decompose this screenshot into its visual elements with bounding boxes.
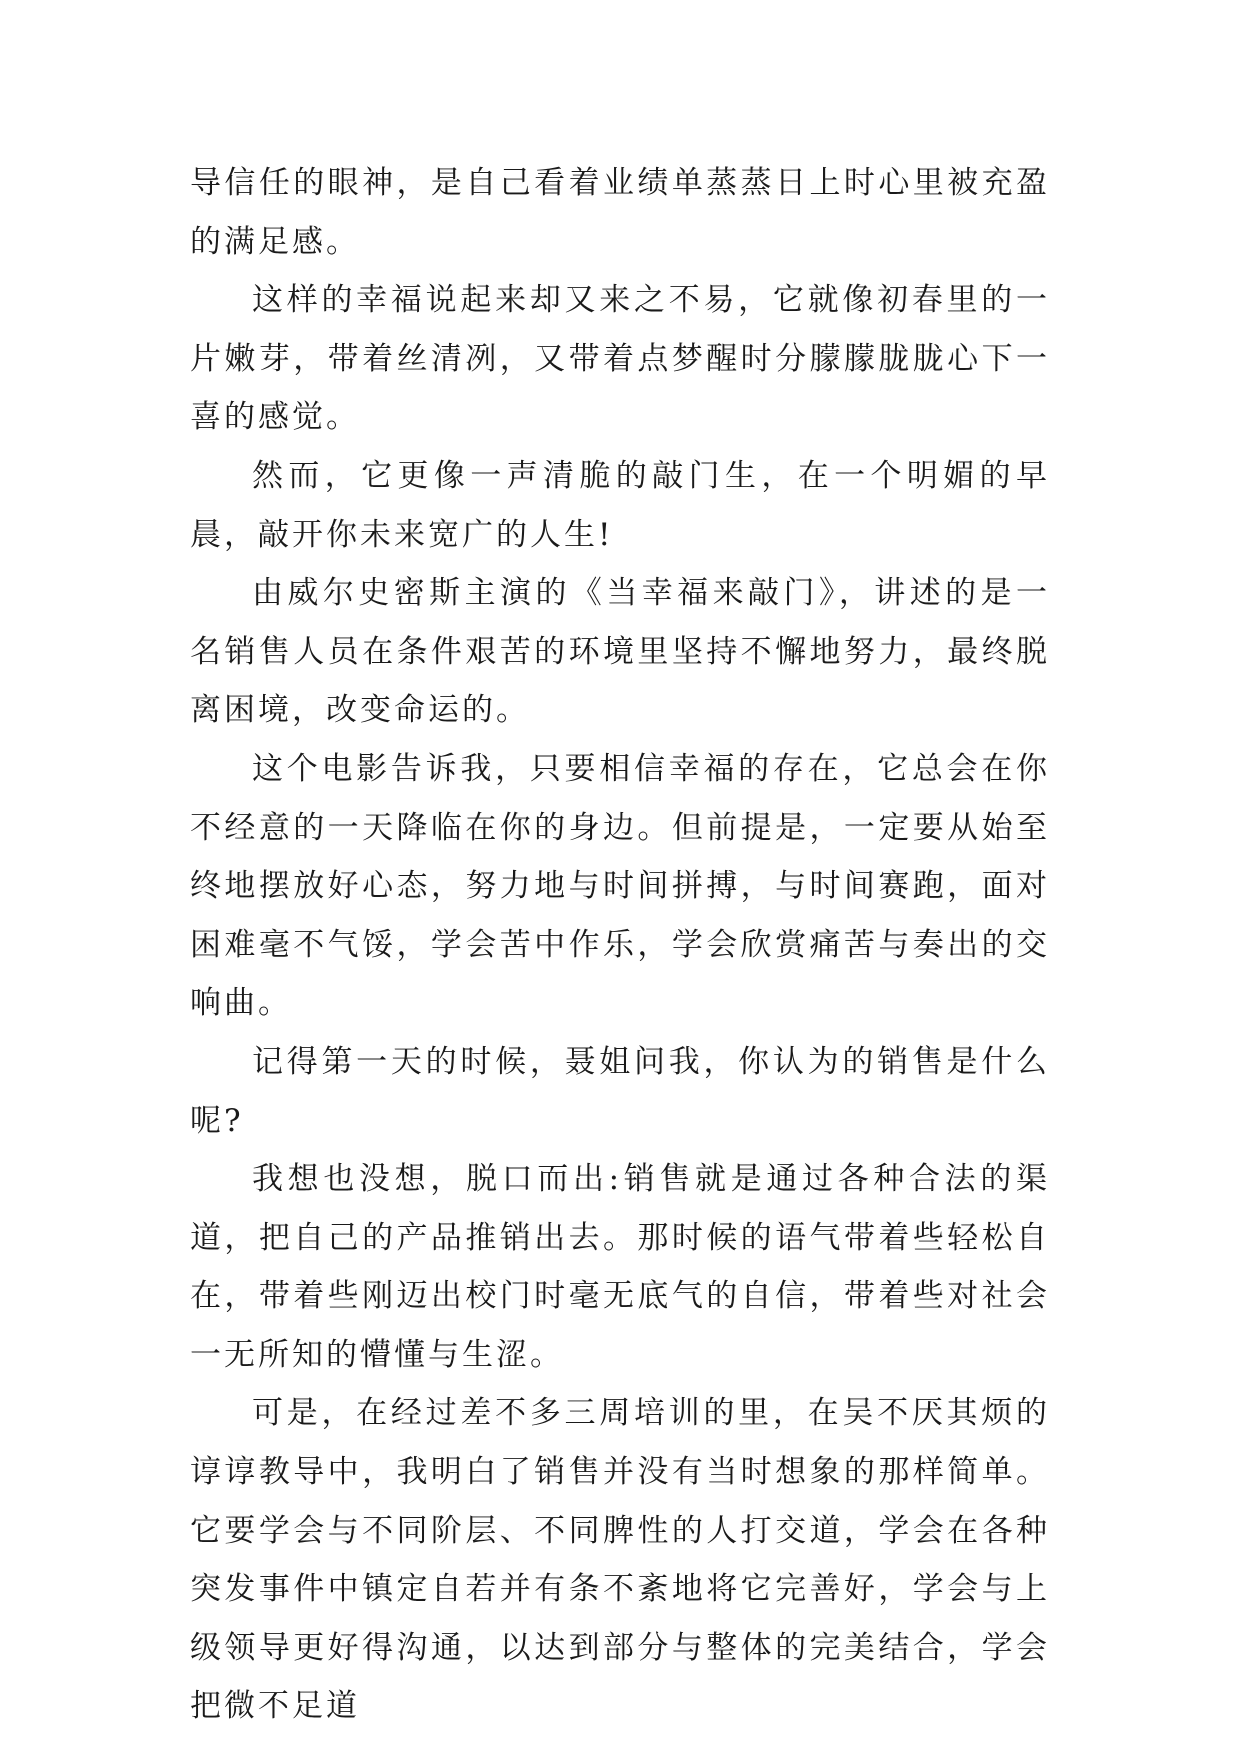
paragraph-5: 这个电影告诉我，只要相信幸福的存在，它总会在你不经意的一天降临在你的身边。但前提是，一定要从始至终地摆放好心态，努力地与时间拼搏，与时间赛跑，面对困难毫不气馁，学会苦中作乐，学会欣赏痛苦与奏出的交响曲。 (190, 750, 1050, 1022)
paragraph-3: 然而，它更像一声清脆的敲门生，在一个明媚的早晨，敲开你未来宽广的人生! (190, 457, 1050, 553)
paragraph-2: 这样的幸福说起来却又来之不易，它就像初春里的一片嫩芽，带着丝清冽，又带着点梦醒时分朦朦胧胧心下一喜的感觉。 (190, 282, 1050, 436)
paragraph-6: 记得第一天的时候，聂姐问我，你认为的销售是什么呢? (190, 1043, 1050, 1139)
paragraph-4: 由威尔史密斯主演的《当幸福来敲门》，讲述的是一名销售人员在条件艰苦的环境里坚持不懈地努力，最终脱离困境，改变命运的。 (190, 575, 1050, 729)
document-body (190, 154, 1050, 1736)
paragraph-1: 导信任的眼神，是自己看着业绩单蒸蒸日上时心里被充盈的满足感。 (190, 165, 1050, 260)
paragraph-7: 我想也没想，脱口而出:销售就是通过各种合法的渠道，把自己的产品推销出去。那时候的语气带着些轻松自在，带着些刚迈出校门时毫无底气的自信，带着些对社会一无所知的懵懂与生涩。 (190, 1161, 1050, 1373)
paragraph-8: 可是，在经过差不多三周培训的里，在吴不厌其烦的谆谆教导中，我明白了销售并没有当时想象的那样简单。它要学会与不同阶层、不同脾性的人打交道，学会在各种突发事件中镇定自若并有条不紊地将它完善好，学会与上级领导更好得沟通，以达到部分与整体的完美结合，学会把微不足道 (190, 1395, 1050, 1725)
